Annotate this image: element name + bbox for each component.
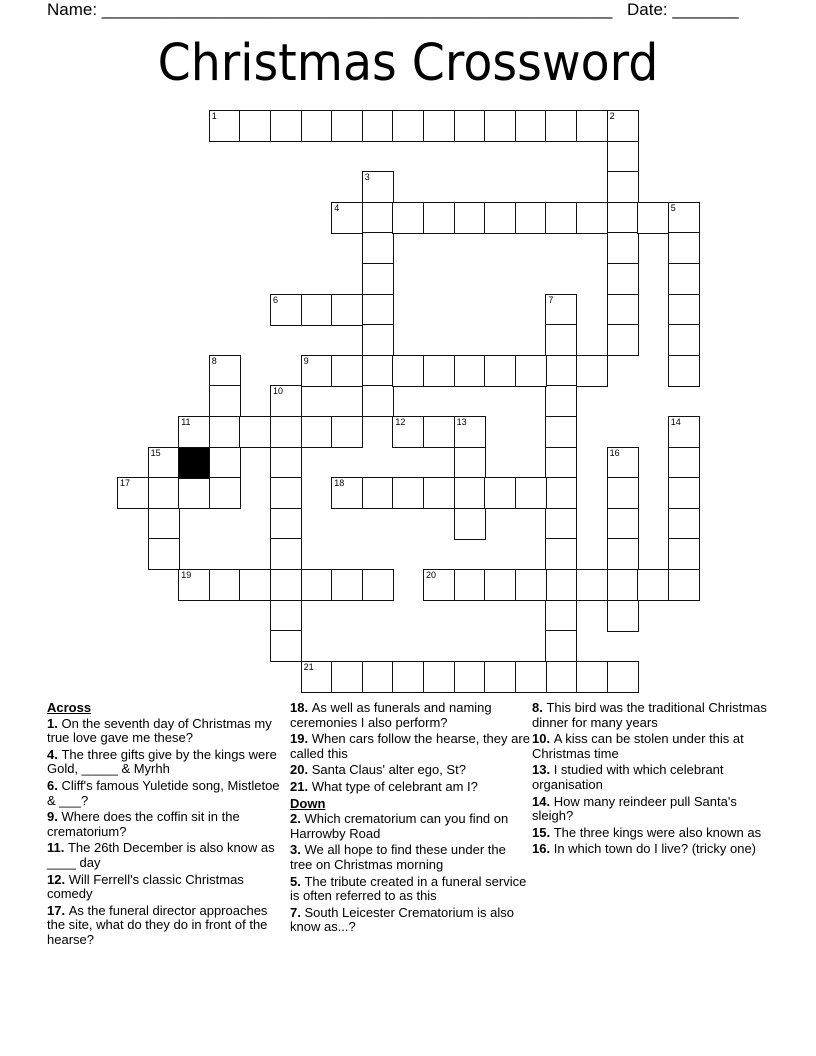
grid-cell[interactable] — [392, 110, 424, 142]
grid-cell[interactable] — [178, 416, 210, 448]
grid-cell[interactable] — [362, 569, 394, 601]
grid-cell[interactable] — [545, 355, 577, 387]
clue-number-label: 21 — [290, 778, 305, 794]
down-clue: 2. Which crematorium can you find on Harrowby Road — [290, 811, 509, 841]
clue-number: 3 — [364, 172, 370, 183]
across-clue: 21. What type of celebrant am I? — [290, 778, 478, 794]
grid-cell[interactable] — [148, 538, 180, 570]
clue-number-label: 8 — [532, 700, 540, 715]
grid-cell[interactable] — [301, 416, 333, 448]
grid-cell[interactable] — [270, 508, 302, 540]
clue-number: 17 — [120, 478, 131, 489]
grid-cell[interactable] — [668, 508, 700, 540]
grid-cell[interactable] — [576, 355, 608, 387]
clues-column-2 — [290, 701, 530, 937]
grid-cell[interactable] — [545, 202, 577, 234]
grid-cell[interactable] — [362, 171, 394, 203]
down-clue: 15. The three kings were also known as — [532, 824, 762, 840]
grid-cell[interactable] — [239, 569, 271, 601]
grid-cell[interactable] — [484, 202, 516, 234]
grid-cell[interactable] — [362, 294, 394, 326]
grid-cell[interactable] — [668, 477, 700, 509]
clues-column-3 — [532, 701, 772, 859]
clue-number: 2 — [609, 111, 615, 121]
down-clue: 7. South Leicester Crematorium is also know as...? — [290, 904, 514, 935]
grid-cell[interactable] — [209, 416, 241, 448]
across-heading: Across — [47, 700, 92, 715]
grid-cell[interactable] — [454, 110, 486, 142]
grid-cell[interactable] — [362, 232, 394, 264]
grid-cell[interactable] — [362, 202, 394, 234]
grid-cell[interactable] — [362, 355, 394, 387]
clue-number: 21 — [303, 661, 314, 672]
clue-number: 10 — [273, 386, 284, 397]
across-clue: 1. On the seventh day of Christmas my true love gave me these? — [47, 715, 272, 746]
grid-cell[interactable] — [270, 447, 302, 479]
grid-cell[interactable] — [423, 416, 455, 448]
grid-cell[interactable] — [270, 385, 302, 417]
grid-cell[interactable] — [545, 477, 577, 509]
grid-cell[interactable] — [545, 385, 577, 417]
grid-cell[interactable] — [331, 202, 363, 234]
clue-number-label: 14 — [532, 793, 547, 809]
clue-number: 19 — [181, 570, 192, 580]
clue-text: How many reindeer pull Santa's sleigh? — [532, 793, 737, 824]
grid-cell[interactable] — [331, 294, 363, 326]
clue-number: 18 — [334, 478, 345, 489]
grid-cell[interactable] — [545, 416, 577, 448]
grid-cell[interactable] — [607, 202, 639, 234]
grid-cell[interactable] — [392, 202, 424, 234]
grid-cell[interactable] — [331, 416, 363, 448]
clue-text: Cliff's famous Yuletide song, Mistletoe & ___? — [47, 777, 280, 808]
grid-cell[interactable] — [668, 569, 700, 601]
grid-cell[interactable] — [484, 661, 516, 693]
across-clue: 4. The three gifts give by the kings were Gold, _____ & Myrhh — [47, 746, 277, 777]
clue-number-label: 18 — [290, 700, 305, 715]
across-clue: 6. Cliff's famous Yuletide song, Mistletoe & ___? — [47, 777, 280, 808]
clue-text: On the seventh day of Christmas my true love gave me these? — [47, 715, 272, 746]
across-clue: 19. When cars follow the hearse, they are called this — [290, 731, 530, 761]
clue-text: When cars follow the hearse, they are called this — [290, 731, 530, 761]
grid-cell[interactable] — [331, 355, 363, 387]
grid-cell[interactable] — [423, 202, 455, 234]
clue-number-label: 12 — [47, 871, 62, 887]
grid-cell[interactable] — [148, 447, 180, 479]
grid-cell[interactable] — [301, 294, 333, 326]
grid-cell[interactable] — [301, 110, 333, 142]
clue-number: 14 — [670, 417, 681, 427]
grid-cell[interactable] — [148, 508, 180, 540]
grid-cell[interactable] — [301, 661, 333, 693]
grid-cell[interactable] — [331, 110, 363, 142]
grid-cell[interactable] — [301, 355, 333, 387]
grid-cell[interactable] — [668, 232, 700, 264]
grid-cell[interactable] — [637, 202, 669, 234]
grid-cell[interactable] — [668, 416, 700, 448]
grid-cell[interactable] — [515, 661, 547, 693]
grid-cell[interactable] — [515, 202, 547, 234]
clues-column-1 — [47, 701, 287, 950]
grid-cell[interactable] — [423, 110, 455, 142]
clue-text: As well as funerals and naming ceremonies I also perform? — [290, 700, 492, 730]
grid-cell[interactable] — [392, 355, 424, 387]
clue-number-label: 5 — [290, 873, 298, 889]
grid-cell[interactable] — [668, 324, 700, 356]
grid-cell[interactable] — [362, 661, 394, 693]
down-clue: 13. I studied with which celebrant organisation — [532, 762, 724, 792]
name-field-label: Name: ______________________________________________________ — [47, 0, 613, 19]
grid-cell[interactable] — [637, 569, 669, 601]
page-title: Christmas Crossword — [157, 34, 659, 93]
grid-cell[interactable] — [209, 385, 241, 417]
clue-number-label: 7 — [290, 904, 298, 920]
grid-cell[interactable] — [545, 508, 577, 540]
grid-cell[interactable] — [545, 294, 577, 326]
grid-cell[interactable] — [607, 110, 639, 142]
grid-cell[interactable] — [454, 416, 486, 448]
grid-cell[interactable] — [362, 385, 394, 417]
grid-cell[interactable] — [607, 569, 639, 601]
grid-cell[interactable] — [484, 477, 516, 509]
clue-number-label: 6 — [47, 777, 55, 793]
grid-cell[interactable] — [209, 355, 241, 387]
grid-cell[interactable] — [484, 355, 516, 387]
grid-cell[interactable] — [545, 538, 577, 570]
black-cell — [178, 447, 210, 479]
grid-cell[interactable] — [545, 600, 577, 632]
grid-cell[interactable] — [515, 355, 547, 387]
grid-cell[interactable] — [178, 477, 210, 509]
grid-cell[interactable] — [515, 110, 547, 142]
clue-number: 5 — [670, 202, 676, 213]
clue-text: The three kings were also known as — [553, 824, 762, 840]
clue-number: 11 — [181, 417, 191, 427]
clue-text: What type of celebrant am I? — [311, 778, 478, 794]
grid-cell[interactable] — [209, 110, 241, 142]
grid-cell[interactable] — [423, 569, 455, 601]
grid-cell[interactable] — [178, 569, 210, 601]
grid-cell[interactable] — [454, 508, 486, 540]
grid-cell[interactable] — [454, 661, 486, 693]
grid-cell[interactable] — [607, 508, 639, 540]
grid-cell[interactable] — [545, 447, 577, 479]
clue-number-label: 1 — [47, 715, 55, 731]
grid-cell[interactable] — [668, 294, 700, 326]
down-clue: 5. The tribute created in a funeral service is often referred to as this — [290, 873, 527, 904]
down-clue: 16. In which town do I live? (tricky one) — [532, 841, 757, 857]
grid-cell[interactable] — [607, 324, 639, 356]
across-clue: 18. As well as funerals and naming ceremonies I also perform? — [290, 700, 492, 730]
grid-cell[interactable] — [607, 661, 639, 693]
grid-cell[interactable] — [607, 232, 639, 264]
down-clue: 3. We all hope to find these under the tree on Christmas morning — [290, 842, 506, 872]
date-field-label: Date: _______ — [627, 0, 739, 19]
grid-cell[interactable] — [362, 324, 394, 356]
grid-cell[interactable] — [607, 294, 639, 326]
grid-cell[interactable] — [423, 355, 455, 387]
clue-text: This bird was the traditional Christmas dinner for many years — [532, 700, 767, 730]
clue-number-label: 19 — [290, 731, 305, 747]
clue-number-label: 16 — [532, 841, 547, 857]
grid-cell[interactable] — [454, 569, 486, 601]
grid-cell[interactable] — [668, 263, 700, 295]
grid-cell[interactable] — [331, 569, 363, 601]
across-clue: 12. Will Ferrell's classic Christmas comedy — [47, 871, 244, 902]
clue-number-label: 9 — [47, 809, 55, 825]
grid-cell[interactable] — [607, 263, 639, 295]
grid-cell[interactable] — [270, 538, 302, 570]
clue-text: A kiss can be stolen under this at Christmas time — [532, 731, 744, 761]
grid-cell[interactable] — [117, 477, 149, 509]
grid-cell[interactable] — [668, 538, 700, 570]
down-clue: 10. A kiss can be stolen under this at Christmas time — [532, 731, 744, 761]
grid-cell[interactable] — [454, 355, 486, 387]
grid-cell[interactable] — [576, 569, 608, 601]
clue-number: 4 — [334, 202, 340, 213]
grid-cell[interactable] — [454, 447, 486, 479]
clue-text: Where does the coffin sit in the crematorium? — [47, 809, 240, 839]
clue-number: 15 — [150, 447, 161, 458]
grid-cell[interactable] — [668, 202, 700, 234]
grid-cell[interactable] — [362, 477, 394, 509]
grid-cell[interactable] — [545, 110, 577, 142]
clue-text: Santa Claus' alter ego, St? — [311, 762, 466, 778]
grid-cell[interactable] — [607, 171, 639, 203]
grid-cell[interactable] — [270, 416, 302, 448]
grid-cell[interactable] — [545, 661, 577, 693]
grid-cell[interactable] — [515, 477, 547, 509]
grid-cell[interactable] — [392, 477, 424, 509]
down-clue: 8. This bird was the traditional Christmas dinner for many years — [532, 700, 767, 730]
grid-cell[interactable] — [545, 630, 577, 662]
clue-text: I studied with which celebrant organisation — [532, 762, 724, 792]
down-heading: Down — [290, 795, 326, 811]
grid-cell[interactable] — [607, 600, 639, 632]
grid-cell[interactable] — [454, 477, 486, 509]
grid-cell[interactable] — [484, 110, 516, 142]
grid-cell[interactable] — [239, 110, 271, 142]
clue-number: 16 — [609, 447, 620, 458]
grid-cell[interactable] — [576, 202, 608, 234]
grid-cell[interactable] — [362, 263, 394, 295]
grid-cell[interactable] — [362, 110, 394, 142]
grid-cell[interactable] — [331, 477, 363, 509]
grid-cell[interactable] — [576, 110, 608, 142]
grid-cell[interactable] — [607, 538, 639, 570]
clue-number-label: 11 — [47, 840, 61, 856]
clue-number-label: 17 — [47, 902, 62, 918]
down-clue: 14. How many reindeer pull Santa's sleigh? — [532, 793, 737, 824]
grid-cell[interactable] — [668, 355, 700, 387]
grid-cell[interactable] — [209, 447, 241, 479]
clue-number: 6 — [273, 294, 279, 305]
grid-cell[interactable] — [392, 416, 424, 448]
grid-cell[interactable] — [270, 600, 302, 632]
grid-cell[interactable] — [239, 416, 271, 448]
grid-cell[interactable] — [576, 661, 608, 693]
grid-cell[interactable] — [209, 477, 241, 509]
grid-cell[interactable] — [270, 569, 302, 601]
clue-number: 12 — [395, 417, 406, 427]
grid-cell[interactable] — [607, 477, 639, 509]
grid-cell[interactable] — [668, 447, 700, 479]
clue-number-label: 15 — [532, 824, 547, 840]
grid-cell[interactable] — [484, 569, 516, 601]
clue-text: Which crematorium can you find on Harrowby Road — [290, 811, 509, 841]
grid-cell[interactable] — [515, 569, 547, 601]
across-clue: 17. As the funeral director approaches the site, what do they do in front of the hearse? — [47, 902, 268, 947]
clue-text: Will Ferrell's classic Christmas comedy — [47, 871, 244, 902]
grid-cell[interactable] — [423, 477, 455, 509]
across-clue: 11. The 26th December is also know as ____ day — [47, 840, 275, 870]
grid-cell[interactable] — [270, 477, 302, 509]
grid-cell[interactable] — [331, 661, 363, 693]
grid-cell[interactable] — [545, 569, 577, 601]
grid-cell[interactable] — [607, 447, 639, 479]
clue-number: 9 — [303, 355, 309, 366]
grid-cell[interactable] — [301, 569, 333, 601]
clue-number-label: 3 — [290, 842, 298, 858]
clue-number-label: 2 — [290, 811, 298, 827]
clue-text: As the funeral director approaches the site, what do they do in front of the hearse? — [47, 902, 268, 947]
grid-cell[interactable] — [423, 661, 455, 693]
grid-cell[interactable] — [209, 569, 241, 601]
grid-cell[interactable] — [148, 477, 180, 509]
clue-number: 7 — [548, 294, 554, 305]
clue-number: 20 — [426, 570, 437, 580]
grid-cell[interactable] — [607, 141, 639, 173]
clue-number-label: 13 — [532, 762, 547, 778]
grid-cell[interactable] — [270, 630, 302, 662]
grid-cell[interactable] — [545, 324, 577, 356]
clue-number-label: 10 — [532, 731, 547, 747]
clue-text: The tribute created in a funeral service is often referred to as this — [290, 873, 527, 904]
across-clue: 9. Where does the coffin sit in the crematorium? — [47, 809, 240, 839]
clue-number: 1 — [211, 111, 217, 121]
clue-text: In which town do I live? (tricky one) — [553, 841, 757, 857]
grid-cell[interactable] — [270, 110, 302, 142]
grid-cell[interactable] — [392, 661, 424, 693]
clue-number: 13 — [456, 417, 467, 427]
clue-number-label: 20 — [290, 762, 305, 778]
clue-text: South Leicester Crematorium is also know as...? — [290, 904, 514, 935]
grid-cell[interactable] — [454, 202, 486, 234]
grid-cell[interactable] — [270, 294, 302, 326]
clue-number: 8 — [211, 355, 217, 366]
across-clue: 20. Santa Claus' alter ego, St? — [290, 762, 466, 778]
clue-text: We all hope to find these under the tree on Christmas morning — [290, 842, 506, 872]
clue-text: The 26th December is also know as ____ day — [47, 840, 275, 870]
clue-text: The three gifts give by the kings were Gold, _____ & Myrhh — [47, 746, 277, 777]
clue-number-label: 4 — [47, 746, 55, 762]
